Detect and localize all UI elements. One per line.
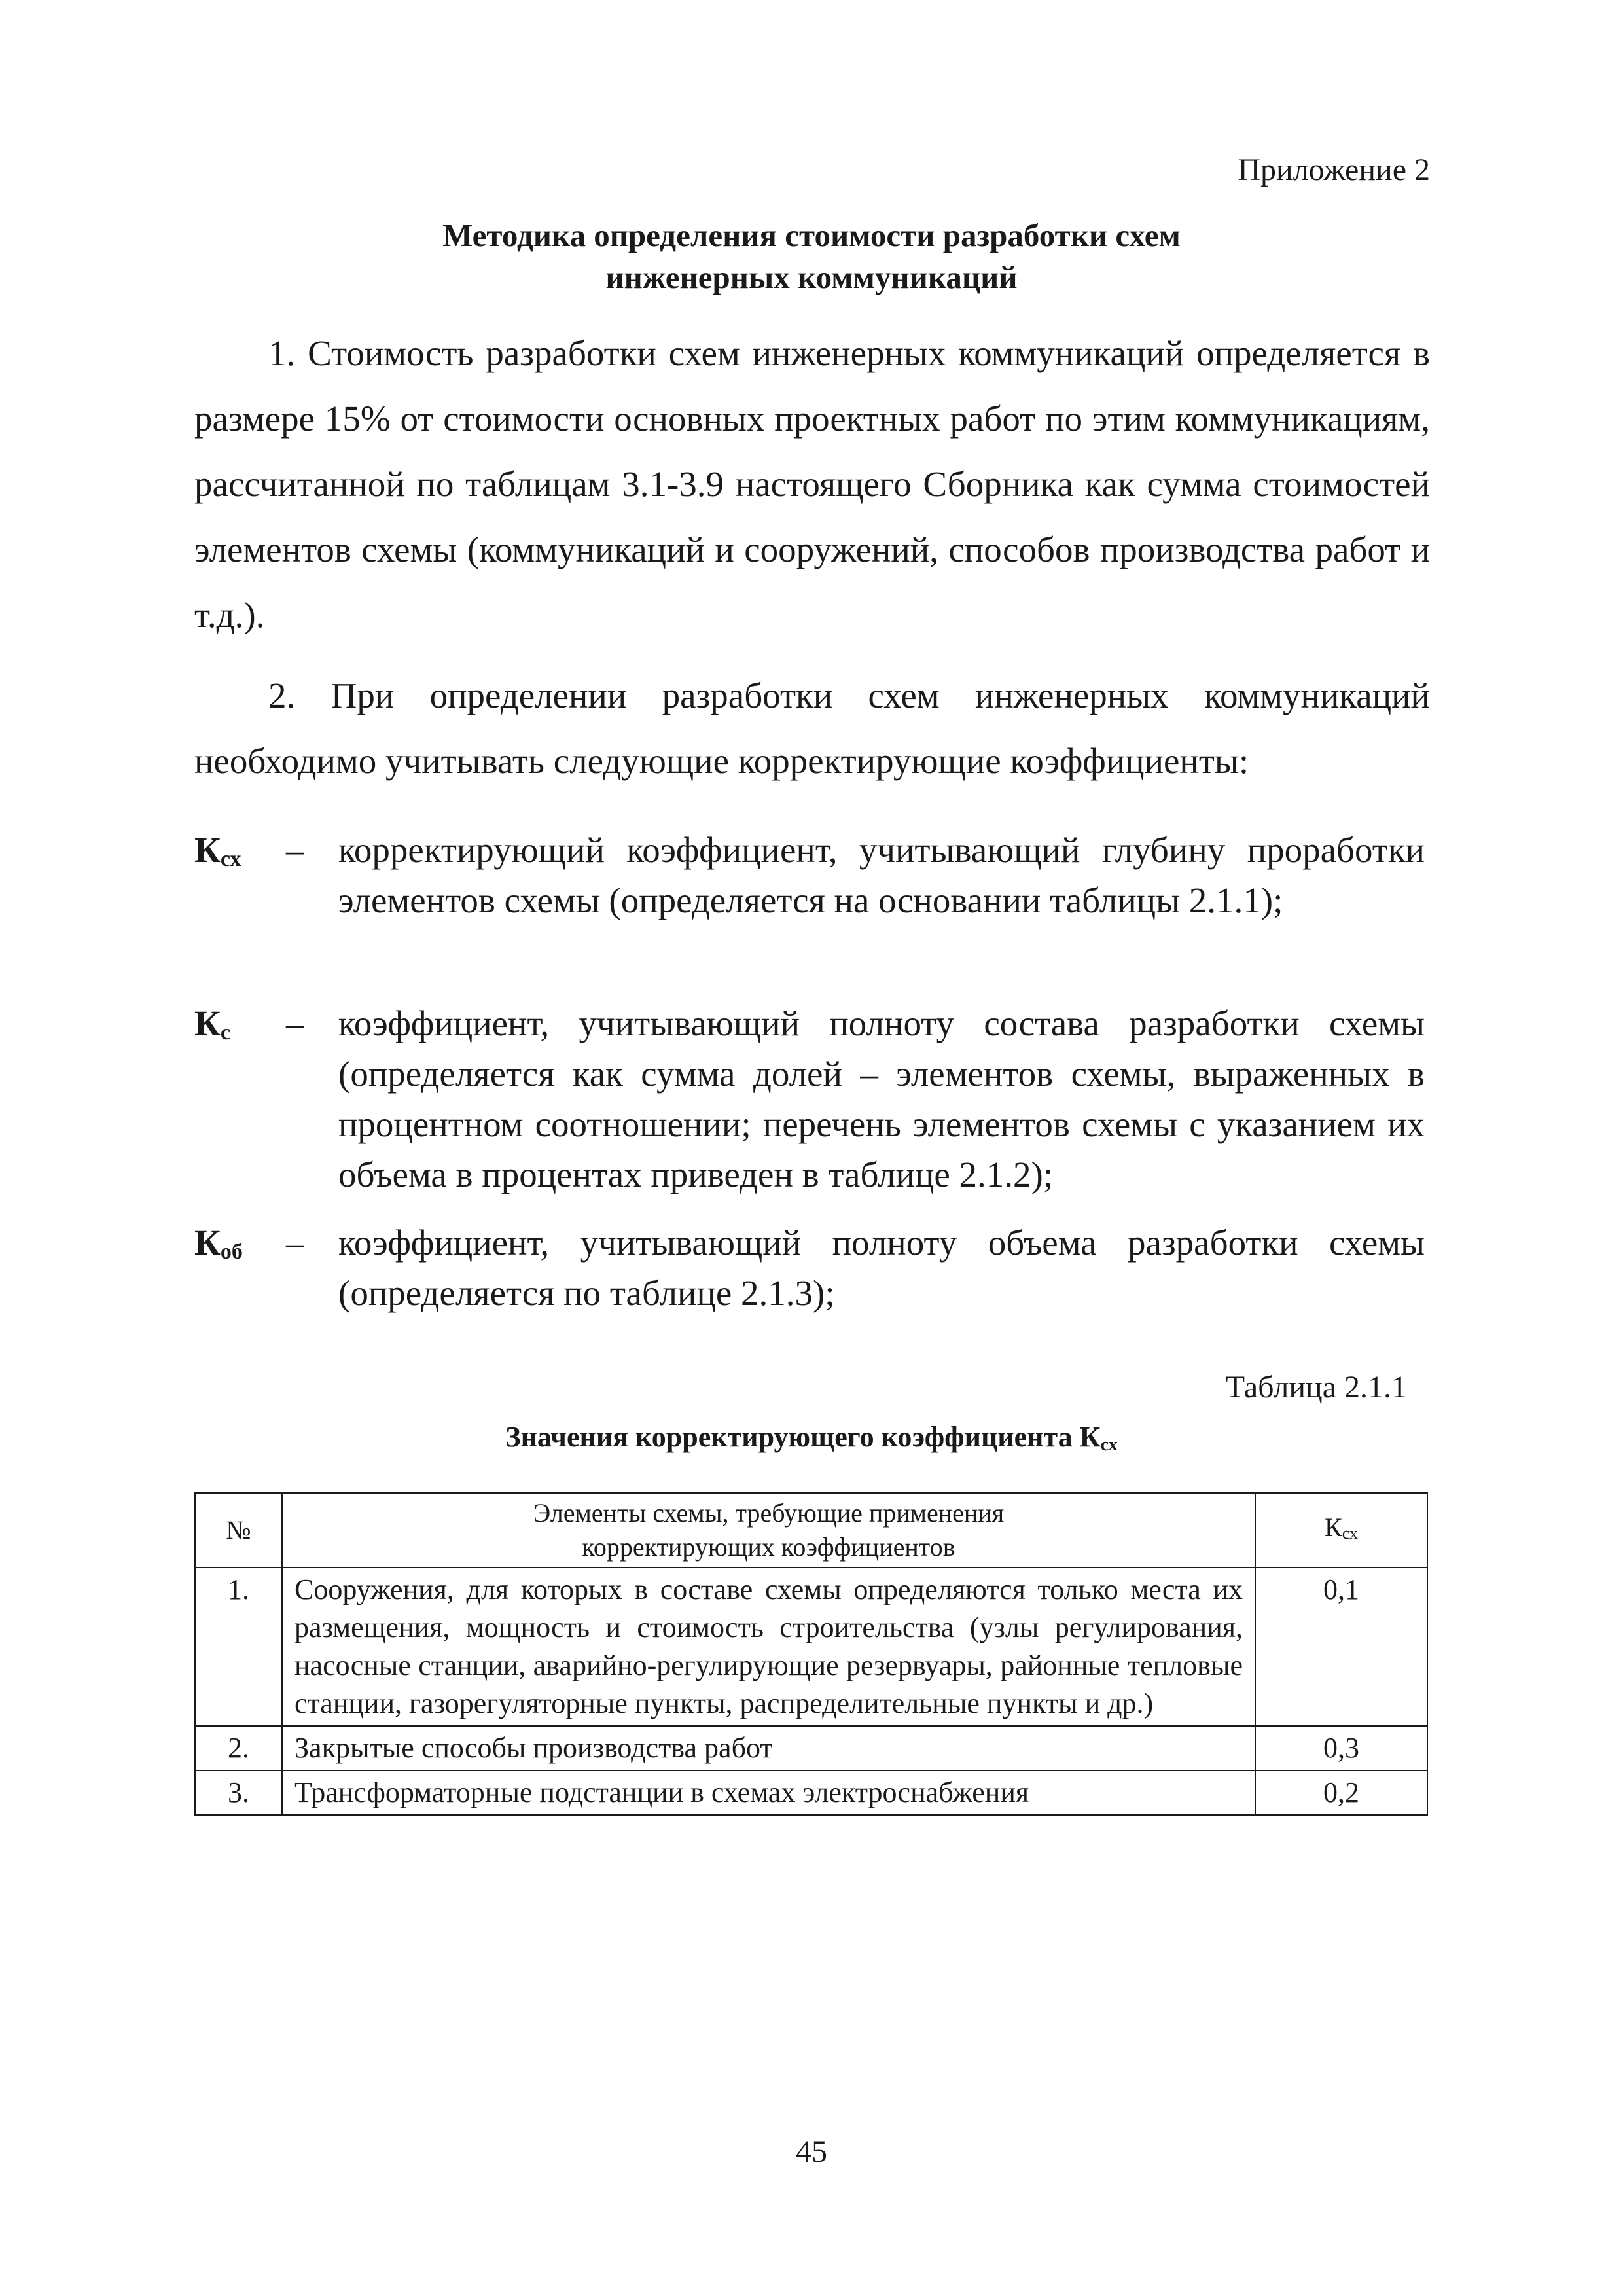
coefficient-symbol: $К_{об}$ [194,1223,243,1264]
table-row [195,1770,1427,1815]
appendix-label: Приложение 2 [1238,152,1430,187]
header-num: № [195,1493,282,1568]
coefficient-dash: – [286,1223,304,1263]
coefficient-dash: – [286,1003,304,1043]
row-element: Закрытые способы производства работ [282,1726,1255,1770]
row-number: 3. [195,1770,282,1815]
row-value: 0,2 [1255,1770,1427,1815]
coefficient-description: коэффициент, учитывающий полноту объема разработки схемы (определяется по таблице 2.1.3); [338,1223,1425,1313]
row-number: 2. [195,1726,282,1770]
coefficient-description: корректирующий коэффициент, учитывающий глубину проработки элементов схемы (определяется на основании таблицы 2.1.1); [338,830,1425,920]
header-value: $К_{сх}$ [1255,1493,1427,1568]
row-element: Сооружения, для которых в составе схемы определяются только места их размещения, мощность и стоимость строительства (узлы регулирования, насосные станции, аварийно-регулирующие резервуары, районные тепловые станции, газорегуляторные пункты, распределительные пункты и др.) [282,1568,1255,1726]
paragraph-1: 1. Стоимость разработки схем инженерных коммуникаций определяется в размере 15% от стоимости основных проектных работ по этим коммуникациям, рассчитанной по таблицам 3.1-3.9 настоящего Сборника как сумма стоимостей элементов схемы (коммуникаций и сооружений, способов производства работ и т.д.). [194,333,1430,635]
coefficient-description: коэффициент, учитывающий полноту состава разработки схемы (определяется как сумма долей – элементов схемы, выраженных в процентном соотношении; перечень элементов схемы с указанием их объема в процентах приведен в таблице 2.1.2); [338,1003,1425,1194]
coefficient-table [194,1492,1428,1816]
row-value: 0,3 [1255,1726,1427,1770]
document-title [196,215,1427,298]
title-line-2: инженерных коммуникаций [605,259,1018,295]
page-number: 45 [796,2134,827,2169]
row-element: Трансформаторные подстанции в схемах электроснабжения [282,1770,1255,1815]
coefficient-dash: – [286,830,304,870]
title-line-1: Методика определения стоимости разработки схем [442,217,1181,253]
table-title: Значения корректирующего коэффициента $К_{сх}$ [505,1421,1118,1455]
table-number: Таблица 2.1.1 [1225,1370,1407,1405]
paragraph-2: 2. При определении разработки схем инженерных коммуникаций необходимо учитывать следующие корректирующие коэффициенты: [194,675,1430,781]
table-row [195,1726,1427,1770]
header-elements: Элементы схемы, требующие применения корректирующих коэффициентов [282,1493,1255,1568]
row-value: 0,1 [1255,1568,1427,1726]
coefficient-symbol: $К_с$ [194,1003,230,1045]
table-header-row [195,1493,1427,1568]
table-row [195,1568,1427,1726]
row-number: 1. [195,1568,282,1726]
coefficient-symbol: $К_{сх}$ [194,830,241,871]
